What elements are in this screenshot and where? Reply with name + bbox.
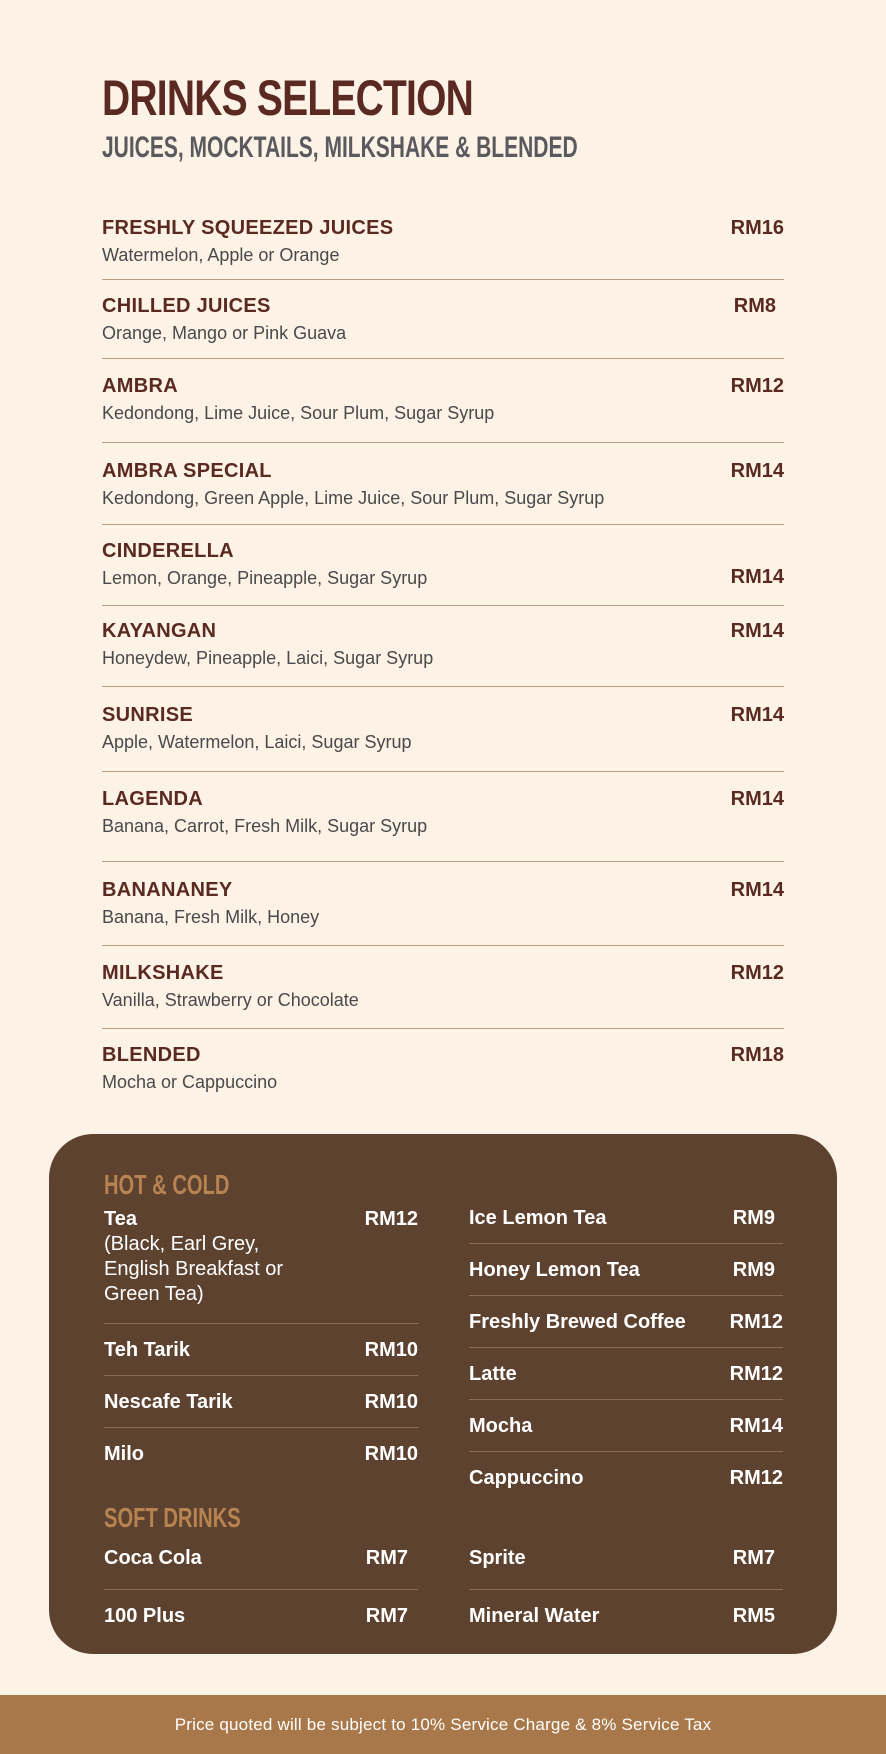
drink-price: RM14 bbox=[730, 704, 784, 726]
divider bbox=[102, 1028, 784, 1029]
divider bbox=[102, 442, 784, 443]
item-name: Milo bbox=[104, 1443, 144, 1465]
drink-description: Kedondong, Green Apple, Lime Juice, Sour Plum, Sugar Syrup bbox=[102, 488, 605, 508]
drink-item bbox=[102, 618, 784, 670]
drink-name: BLENDED bbox=[102, 1044, 201, 1066]
hot-cold-panel bbox=[49, 1134, 837, 1654]
drink-name: MILKSHAKE bbox=[102, 962, 224, 984]
menu-row bbox=[469, 1400, 783, 1452]
drink-price: RM14 bbox=[730, 620, 784, 642]
item-name: Nescafe Tarik bbox=[104, 1391, 233, 1413]
item-price: RM10 bbox=[364, 1443, 418, 1465]
divider bbox=[102, 686, 784, 687]
footer-bar bbox=[0, 1695, 886, 1754]
item-name: Coca Cola bbox=[104, 1547, 202, 1569]
item-price: RM9 bbox=[732, 1259, 775, 1281]
item-price: RM7 bbox=[732, 1547, 775, 1569]
drink-price: RM14 bbox=[730, 879, 784, 901]
soft-drinks-title: SOFT DRINKS bbox=[104, 1502, 241, 1533]
tea-description: (Black, Earl Grey, English Breakfast or Green Tea) bbox=[104, 1233, 283, 1305]
divider bbox=[102, 605, 784, 606]
item-name: 100 Plus bbox=[104, 1605, 186, 1627]
menu-row bbox=[104, 1590, 418, 1642]
drink-description: Vanilla, Strawberry or Chocolate bbox=[102, 990, 359, 1010]
page-title: DRINKS SELECTION bbox=[102, 70, 474, 126]
drink-item bbox=[102, 293, 784, 345]
drink-description: Lemon, Orange, Pineapple, Sugar Syrup bbox=[102, 568, 428, 588]
drink-price: RM16 bbox=[730, 217, 784, 239]
menu-row bbox=[469, 1192, 783, 1244]
drink-description: Honeydew, Pineapple, Laici, Sugar Syrup bbox=[102, 648, 434, 668]
drink-description: Banana, Fresh Milk, Honey bbox=[102, 907, 320, 927]
divider bbox=[102, 861, 784, 862]
hot-cold-title: HOT & COLD bbox=[104, 1169, 230, 1200]
drink-description: Watermelon, Apple or Orange bbox=[102, 245, 340, 265]
item-price: RM12 bbox=[729, 1363, 783, 1385]
drink-name: KAYANGAN bbox=[102, 620, 217, 642]
menu-row bbox=[469, 1538, 783, 1590]
divider bbox=[102, 279, 784, 280]
drink-name: SUNRISE bbox=[102, 704, 194, 726]
menu-row bbox=[469, 1296, 783, 1348]
item-name: Mocha bbox=[469, 1415, 533, 1437]
drink-name: AMBRA bbox=[102, 375, 178, 397]
divider bbox=[102, 771, 784, 772]
drinks-table bbox=[102, 0, 784, 1100]
menu-row bbox=[104, 1428, 418, 1480]
item-name: Sprite bbox=[469, 1547, 526, 1569]
drink-name: CHILLED JUICES bbox=[102, 295, 271, 317]
divider bbox=[102, 945, 784, 946]
drink-name: CINDERELLA bbox=[102, 540, 234, 562]
hot-cold-right-column bbox=[469, 1192, 783, 1504]
drink-price: RM12 bbox=[730, 962, 784, 984]
item-price: RM12 bbox=[729, 1467, 783, 1489]
drink-price: RM8 bbox=[733, 295, 776, 317]
drink-item bbox=[102, 373, 784, 425]
drink-description: Orange, Mango or Pink Guava bbox=[102, 323, 347, 343]
drink-item bbox=[102, 538, 784, 590]
page-subtitle: JUICES, MOCKTAILS, MILKSHAKE & BLENDED bbox=[102, 131, 578, 164]
menu-row bbox=[469, 1348, 783, 1400]
drink-name: LAGENDA bbox=[102, 788, 203, 810]
drink-price: RM18 bbox=[730, 1044, 784, 1066]
item-price: RM5 bbox=[732, 1605, 775, 1627]
soft-drinks-left-column bbox=[104, 1538, 418, 1642]
drink-item bbox=[102, 458, 784, 510]
item-name: Mineral Water bbox=[469, 1605, 600, 1627]
drink-item bbox=[102, 960, 784, 1012]
drink-item bbox=[102, 702, 784, 754]
drink-item bbox=[102, 786, 784, 838]
drink-price: RM14 bbox=[730, 788, 784, 810]
drink-item bbox=[102, 215, 784, 267]
menu-row bbox=[469, 1590, 783, 1642]
item-name: Honey Lemon Tea bbox=[469, 1259, 640, 1281]
menu-row bbox=[104, 1376, 418, 1428]
item-price: RM12 bbox=[729, 1311, 783, 1333]
tea-name: Tea bbox=[104, 1208, 137, 1230]
item-name: Teh Tarik bbox=[104, 1339, 190, 1361]
menu-row bbox=[469, 1452, 783, 1504]
divider bbox=[102, 358, 784, 359]
drink-price: RM14 bbox=[730, 566, 784, 588]
drink-name: FRESHLY SQUEEZED JUICES bbox=[102, 217, 394, 239]
service-charge-note: Price quoted will be subject to 10% Service Charge & 8% Service Tax bbox=[174, 1714, 712, 1734]
item-name: Cappuccino bbox=[469, 1467, 584, 1489]
menu-row bbox=[104, 1324, 418, 1376]
item-price: RM10 bbox=[364, 1391, 418, 1413]
drink-item bbox=[102, 877, 784, 929]
item-name: Latte bbox=[469, 1363, 517, 1385]
divider bbox=[102, 524, 784, 525]
item-price: RM7 bbox=[365, 1605, 408, 1627]
drink-description: Apple, Watermelon, Laici, Sugar Syrup bbox=[102, 732, 412, 752]
drink-description: Kedondong, Lime Juice, Sour Plum, Sugar Syrup bbox=[102, 403, 495, 423]
tea-item bbox=[104, 1206, 418, 1324]
drink-description: Banana, Carrot, Fresh Milk, Sugar Syrup bbox=[102, 816, 428, 836]
item-name: Freshly Brewed Coffee bbox=[469, 1311, 686, 1333]
menu-row bbox=[104, 1538, 418, 1590]
item-name: Ice Lemon Tea bbox=[469, 1207, 607, 1229]
tea-price: RM12 bbox=[364, 1208, 418, 1230]
soft-drinks-right-column bbox=[469, 1538, 783, 1642]
menu-row bbox=[469, 1244, 783, 1296]
item-price: RM9 bbox=[732, 1207, 775, 1229]
drink-description: Mocha or Cappuccino bbox=[102, 1072, 278, 1092]
item-price: RM14 bbox=[729, 1415, 783, 1437]
drink-price: RM12 bbox=[730, 375, 784, 397]
item-price: RM10 bbox=[364, 1339, 418, 1361]
drink-price: RM14 bbox=[730, 460, 784, 482]
drink-name: BANANANEY bbox=[102, 879, 233, 901]
drink-name: AMBRA SPECIAL bbox=[102, 460, 272, 482]
hot-cold-left-column bbox=[104, 1206, 418, 1480]
drink-item bbox=[102, 1042, 784, 1094]
item-price: RM7 bbox=[365, 1547, 408, 1569]
